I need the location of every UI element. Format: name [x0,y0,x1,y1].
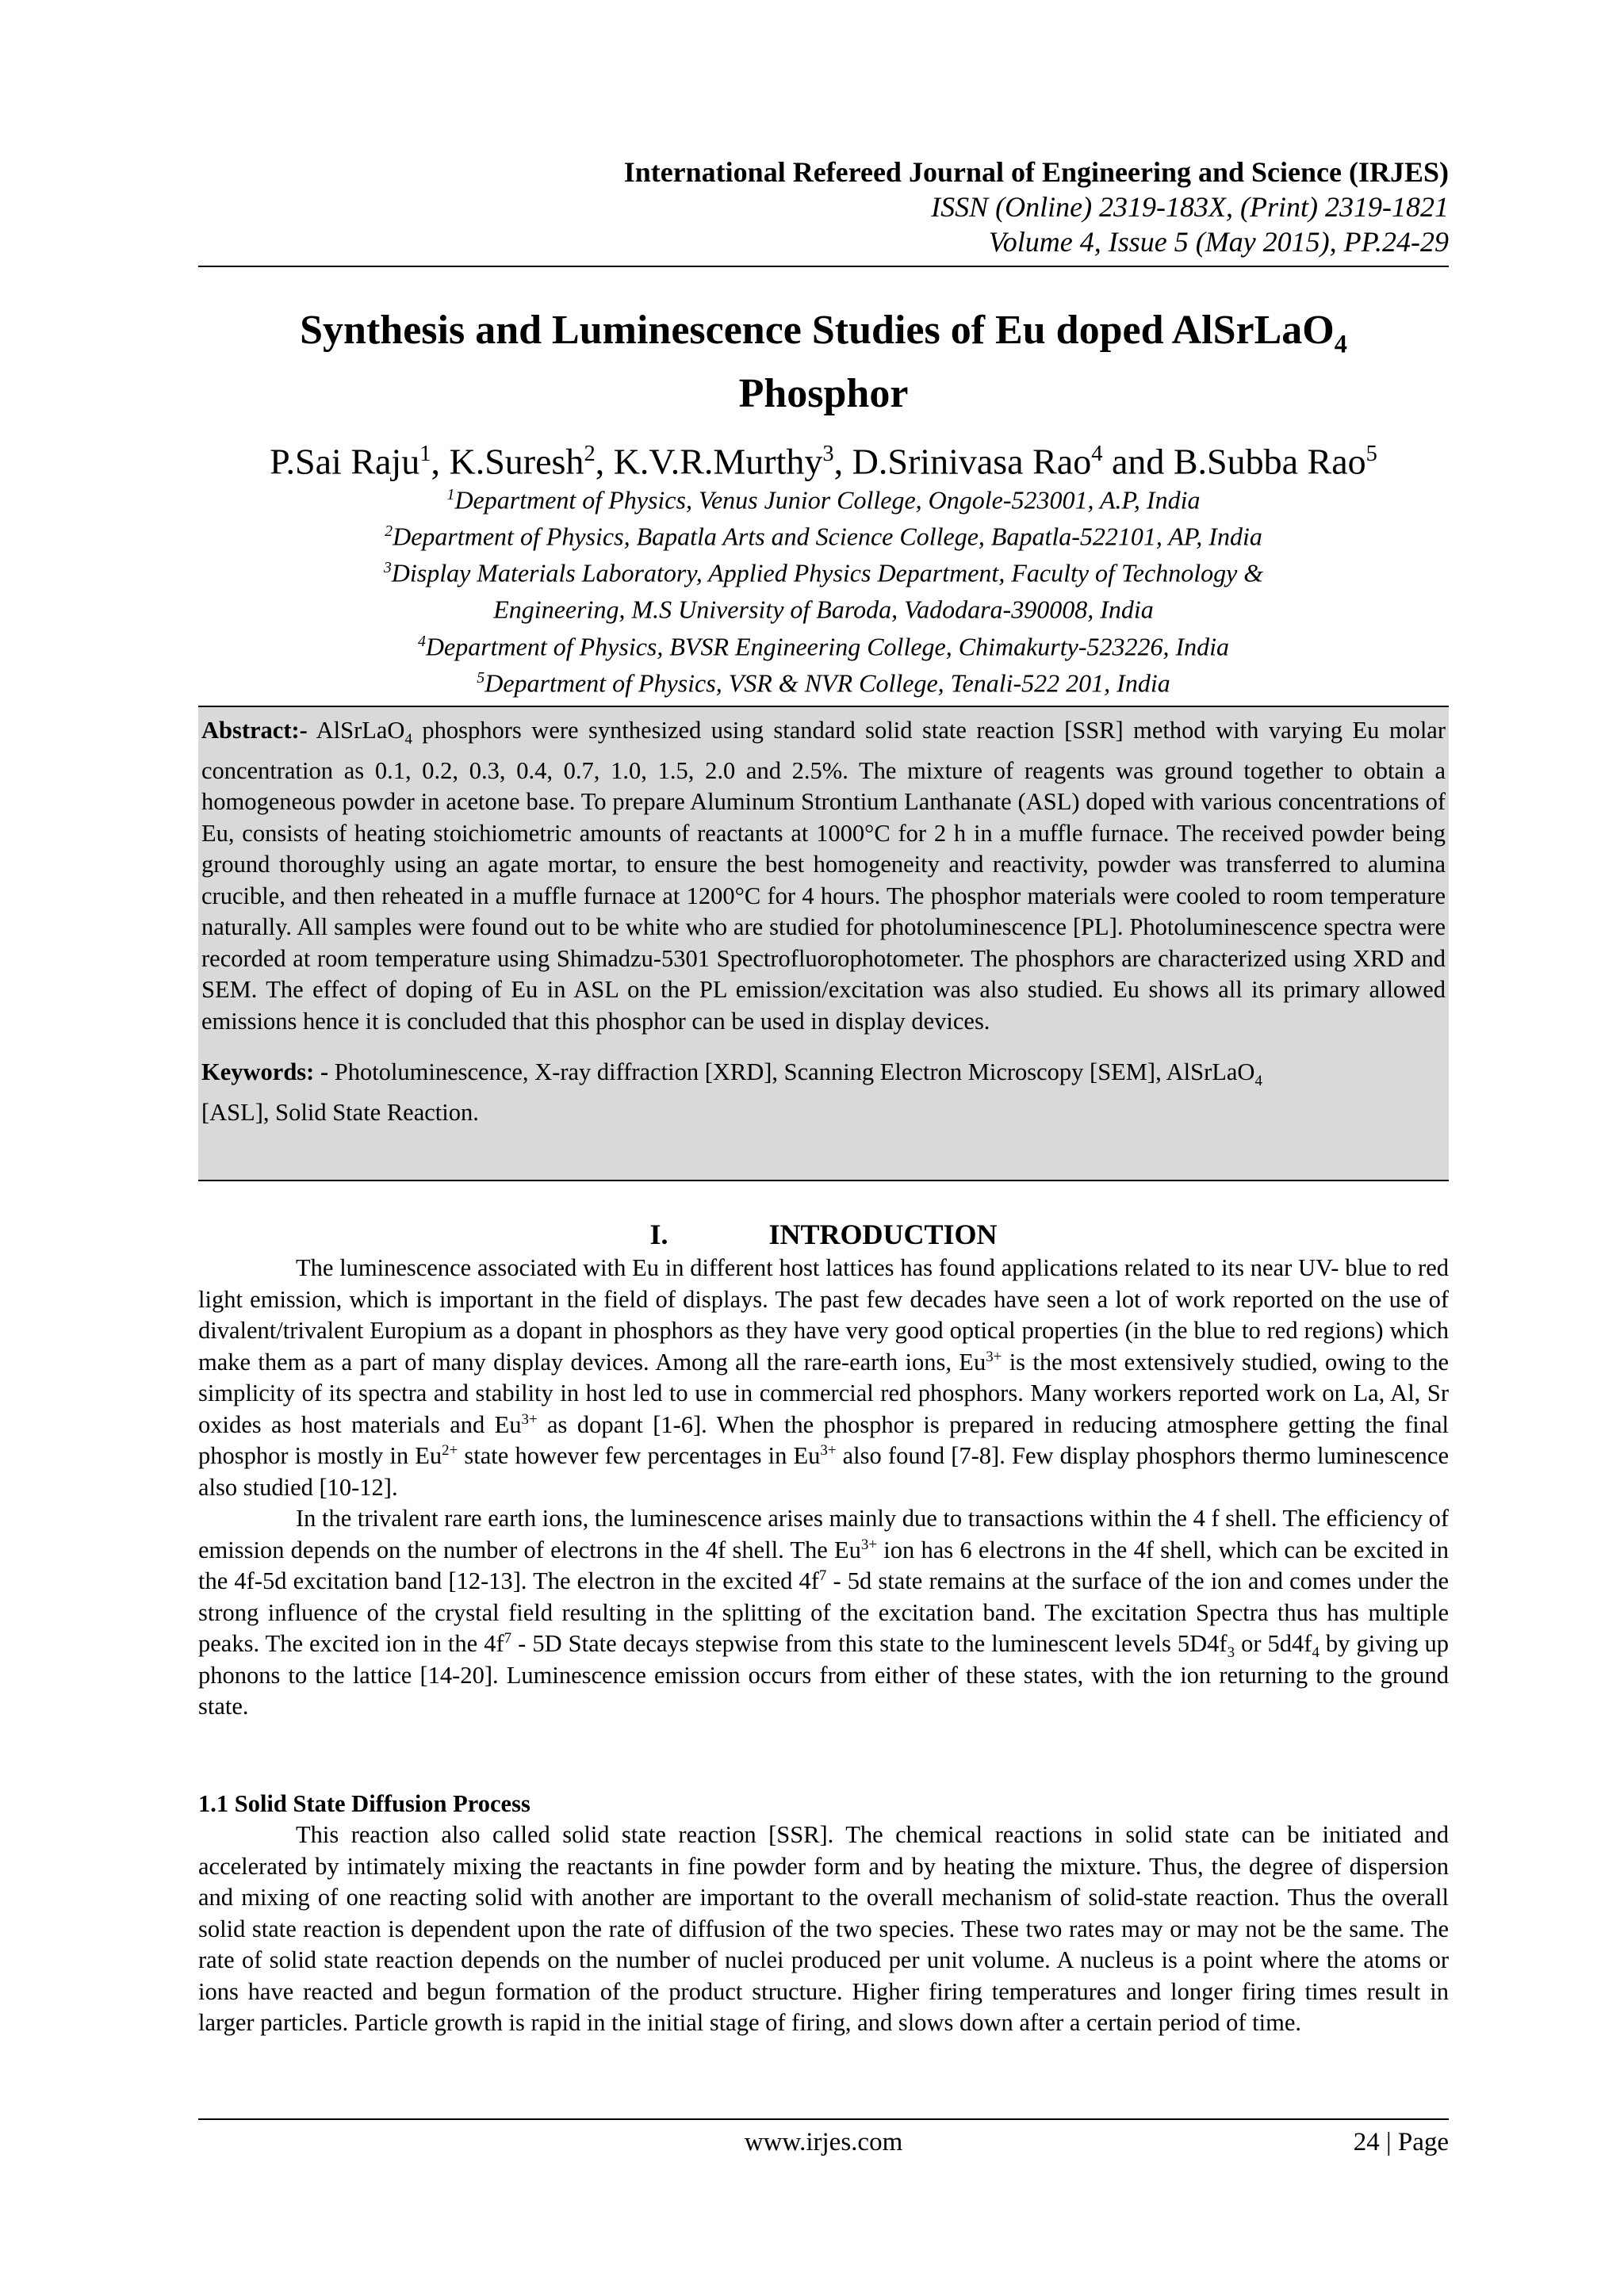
affiliation [198,626,1449,663]
abstract-label: Abstract:- [201,717,308,744]
subsection-body [198,1820,1449,2039]
subscript: 3 [1227,1644,1235,1662]
text-run: is the most extensively studied, owing to the simplicity of its spectra and stability in host led to use in commercial red phosphors. Many workers reported work on La, Al, Sr oxides as host materials and Eu [198,1348,1449,1438]
abstract-box [198,706,1449,1181]
section-title-text: INTRODUCTION [768,1219,998,1250]
subsection-heading: 1.1 Solid State Diffusion Process [198,1790,530,1817]
text-run: ion has 6 electrons in the 4f shell, which can be excited in the 4f-5d excitation band [12-13]. The electron in the excited 4f [198,1536,1449,1594]
superscript: 3+ [986,1348,1002,1365]
author-separator: , [595,441,614,482]
keywords-tail: [ASL], Solid State Reaction. [201,1098,479,1126]
text-run: by giving up phonons to the lattice [14-20]. Luminescence emission occurs from either of these states, with the ion returning to the ground state. [198,1630,1449,1720]
author-name: D.Srinivasa Rao [852,441,1092,482]
author-name: K.Suresh [449,441,584,482]
keywords-text: Photoluminescence, X-ray diffraction [XRD], Scanning Electron Microscopy [SEM], AlSrLaO [328,1058,1255,1086]
text-run: or 5d4f [1235,1630,1312,1657]
affiliation-text: Display Materials Laboratory, Applied Physics Department, Faculty of Technology & [391,558,1264,587]
paragraph [198,1253,1449,1503]
author-name: P.Sai Raju [270,441,420,482]
affiliation-mark: 5 [477,668,485,687]
header-rule [198,266,1449,267]
title-main: Synthesis and Luminescence Studies of Eu doped AlSrLaO [300,308,1335,353]
affiliation-text: Department of Physics, BVSR Engineering College, Chimakurty-523226, India [425,632,1230,661]
text-run: as dopant [1-6]. When the phosphor is prepared in reducing atmosphere getting the final phosphor is mostly in Eu [198,1410,1449,1469]
text-run: In the trivalent rare earth ions, the luminescence arises mainly due to transactions within the 4 f shell. The efficiency of emission depends on the number of electrons in the 4f shell. The Eu [198,1505,1449,1563]
journal-header [624,155,1449,259]
affiliation-text: Department of Physics, VSR & NVR College, Tenali-522 201, India [485,668,1170,698]
superscript: 3+ [820,1441,837,1459]
keywords-label: Keywords: - [201,1058,329,1086]
journal-issn: ISSN (Online) 2319-183X, (Print) 2319-1821 [931,191,1449,223]
affiliation [198,553,1449,589]
affiliation-mark: 1 [446,486,455,503]
keywords-subscript: 4 [1254,1073,1262,1090]
author-affil-mark: 4 [1091,442,1103,466]
text-run: - 5d state remains at the surface of the ion and comes under the strong influence of the crystal field resulting in the splitting of the excitation band. The excitation Spectra thus has multiple peaks. The excited ion in the 4f [198,1567,1450,1657]
author-name: K.V.R.Murthy [613,441,823,482]
abstract-text [201,715,1446,1037]
author-affil-mark: 5 [1365,442,1377,466]
keywords [201,1057,1446,1128]
author-affil-mark: 1 [419,442,431,466]
introduction-body [198,1253,1449,1723]
affiliation-text: Engineering, M.S University of Baroda, Vadodara-390008, India [493,595,1154,625]
abstract-lead: AlSrLaO [307,717,405,744]
subscript: 4 [1312,1644,1320,1662]
text-run: The luminescence associated with Eu in different host lattices has found applications related to its near UV- blue to red light emission, which is important in the field of displays. The past few decades have seen a lot of work reported on the use of divalent/trivalent Europium as a dopant in phosphors as they have very good optical properties (in the blue to red regions) which make them as a part of many display devices. Among all the rare-earth ions, Eu [198,1254,1449,1376]
affiliation-mark: 2 [385,522,393,541]
author-affil-mark: 3 [822,442,834,466]
affiliation [198,480,1449,516]
section-heading [198,1217,1449,1252]
title-line2: Phosphor [738,371,909,417]
section-number: I. [649,1219,668,1250]
footer-rule [198,2118,1449,2120]
affiliation-text: Department of Physics, Bapatla Arts and Science College, Bapatla-522101, AP, India [393,522,1262,551]
author-separator: and [1102,441,1174,482]
text-run: - 5D State decays stepwise from this state to the luminescent levels 5D4f [511,1630,1228,1657]
author-name: B.Subba Rao [1173,441,1366,482]
affiliation [198,589,1449,626]
superscript: 3+ [521,1410,538,1428]
author-separator: , [431,441,450,482]
text-run: also found [7-8]. Few display phosphors thermo luminescence also studied [10-12]. [198,1442,1449,1501]
footer-url: www.irjes.com [744,2128,903,2156]
page-number: 24 | Page [1353,2128,1449,2156]
abstract-body: phosphors were synthesized using standard solid state reaction [SSR] method with varying Eu molar concentration as 0.1, 0.2, 0.3, 0.4, 0.7, 1.0, 1.5, 2.0 and 2.5%. The mixture of reagents was ground together to obtain a homogeneous powder in acetone base. To prepare Aluminum Strontium Lanthanate (ASL) doped with various concentrations of Eu, consists of heating stoichiometric amounts of reactants at 1000°C for 2 h in a muffle furnace. The received powder being ground thoroughly using an agate mortar, to ensure the best homogeneity and reactivity, powder was transferred to alumina crucible, and then reheated in a muffle furnace at 1200°C for 4 hours. The phosphor materials were cooled to room temperature naturally. All samples were found out to be white who are studied for photoluminescence [PL]. Photoluminescence spectra were recorded at room temperature using Shimadzu-5301 Spectrofluorophotometer. The phosphors are characterized using XRD and SEM. The effect of doping of Eu in ASL on the PL emission/excitation was also studied. Eu shows all its primary allowed emissions hence it is concluded that this phosphor can be used in display devices. [201,717,1446,1035]
paragraph [198,1503,1449,1723]
title-subscript: 4 [1334,329,1347,358]
paragraph: This reaction also called solid state reaction [SSR]. The chemical reactions in solid state can be initiated and accelerated by intimately mixing the reactants in fine powder form and by heating the mixture. Thus, the degree of dispersion and mixing of one reacting solid with another are important to the overall mechanism of solid-state reaction. Thus the overall solid state reaction is dependent upon the rate of diffusion of the two species. These two rates may or may not be the same. The rate of solid state reaction depends on the number of nuclei produced per unit volume. A nucleus is a point where the atoms or ions have reacted and begun formation of the product structure. Higher firing temperatures and longer firing times result in larger particles. Particle growth is rapid in the initial stage of firing, and slows down after a certain period of time. [198,1821,1449,2036]
author-affil-mark: 2 [584,442,596,466]
affiliation [198,663,1449,699]
superscript: 7 [818,1567,827,1584]
affiliation [198,516,1449,553]
journal-volume: Volume 4, Issue 5 (May 2015), PP.24-29 [988,226,1449,258]
superscript: 2+ [442,1441,458,1459]
affiliation-mark: 4 [417,632,426,650]
affiliation-mark: 3 [383,559,392,577]
superscript: 7 [504,1629,512,1647]
abstract-subscript: 4 [404,731,412,748]
affiliations [198,480,1449,699]
paper-title [198,305,1449,419]
journal-name: International Refereed Journal of Engineering and Science (IRJES) [623,156,1449,188]
affiliation-text: Department of Physics, Venus Junior College, Ongole-523001, A.P, India [454,485,1201,515]
author-list [198,432,1449,484]
text-run: state however few percentages in Eu [458,1442,821,1469]
author-separator: , [833,441,852,482]
superscript: 3+ [860,1536,878,1553]
